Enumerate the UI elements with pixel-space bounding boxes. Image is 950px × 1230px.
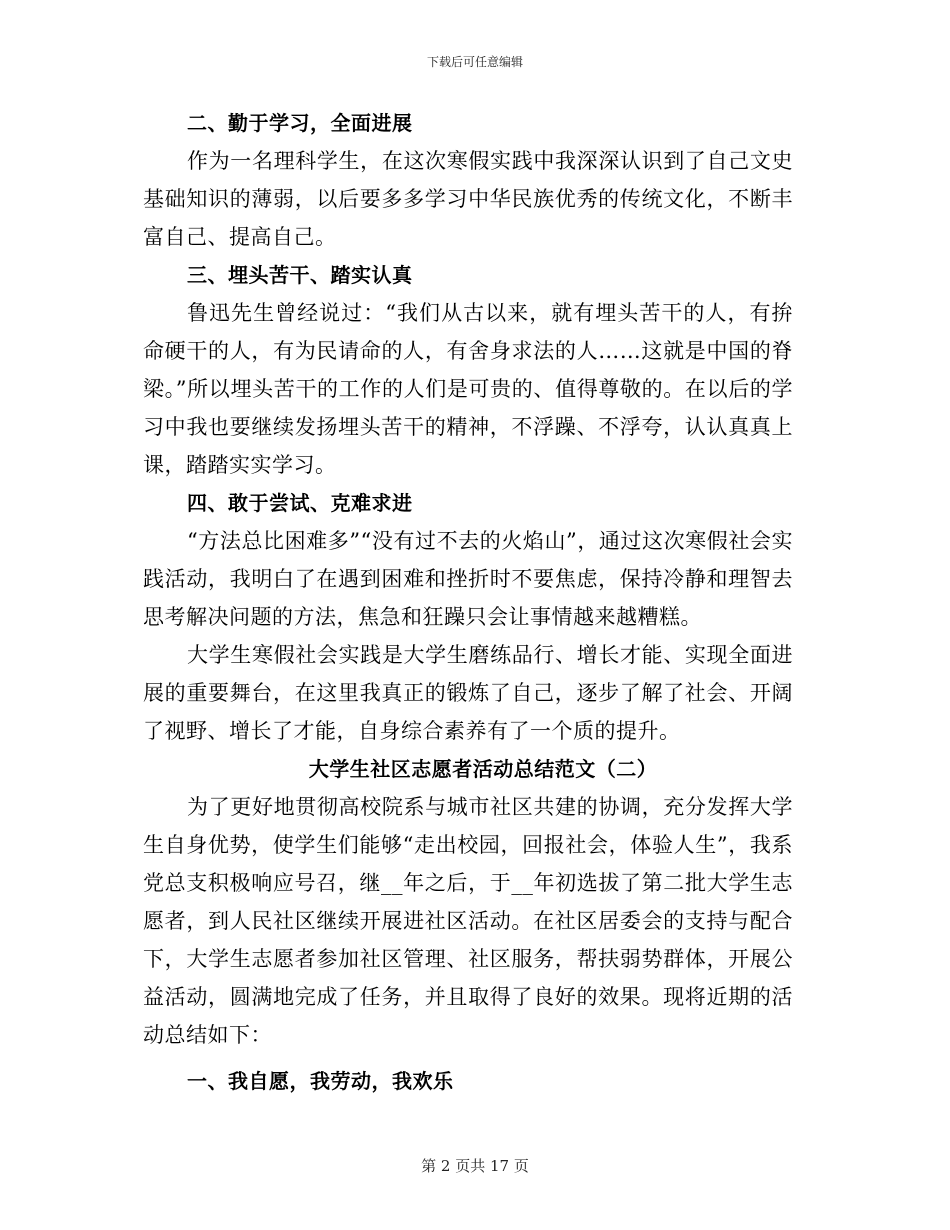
- paragraph-intro: 为了更好地贯彻高校院系与城市社区共建的协调，充分发挥大学生自身优势，使学生们能够“走出校园，回报社会，体验人生”，我系党总支积极响应号召，继__年之后，于__年初选拔了第二批大学生志愿者，到人民社区继续开展进社区活动。在社区居委会的支持与配合下，大学生志愿者参加社区管理、社区服务，帮扶弱势群体，开展公益活动，圆满地完成了任务，并且取得了良好的效果。现将近期的活动总结如下：: [143, 795, 793, 1047]
- section-heading-2: 二、勤于学习，全面进展: [187, 111, 413, 135]
- paragraph-conclusion: 大学生寒假社会实践是大学生磨练品行、增长才能、实现全面进展的重要舞台，在这里我真正的锻炼了自己，逐步了解了社会、开阔了视野、增长了才能，自身综合素养有了一个质的提升。: [143, 643, 793, 743]
- article-title: 大学生社区志愿者活动总结范文（二）: [308, 757, 658, 781]
- paragraph-study: 作为一名理科学生，在这次寒假实践中我深深认识到了自己文史基础知识的薄弱，以后要多多学习中华民族优秀的传统文化，不断丰富自己、提高自己。: [143, 149, 793, 249]
- page-number: 第 2 页共 17 页: [421, 1157, 529, 1175]
- section-heading-4: 四、敢于尝试、克难求进: [187, 491, 413, 515]
- document-body: [143, 104, 793, 1100]
- paragraph-challenge: “方法总比困难多”“没有过不去的火焰山”，通过这次寒假社会实践活动，我明白了在遇到困难和挫折时不要焦虑，保持冷静和理智去思考解决问题的方法，焦急和狂躁只会让事情越来越糟糕。: [143, 529, 793, 629]
- running-header: 下载后可任意编辑: [426, 55, 523, 69]
- section-heading-1: 一、我自愿，我劳动，我欢乐: [187, 1069, 454, 1093]
- section-heading-3: 三、埋头苦干、踏实认真: [187, 263, 413, 287]
- paragraph-hard-work: 鲁迅先生曾经说过：“我们从古以来，就有埋头苦干的人，有拚命硬干的人，有为民请命的人，有舍身求法的人……这就是中国的脊梁。”所以埋头苦干的工作的人们是可贵的、值得尊敬的。在以后的学习中我也要继续发扬埋头苦干的精神，不浮躁、不浮夸，认认真真上课，踏踏实实学习。: [143, 301, 793, 477]
